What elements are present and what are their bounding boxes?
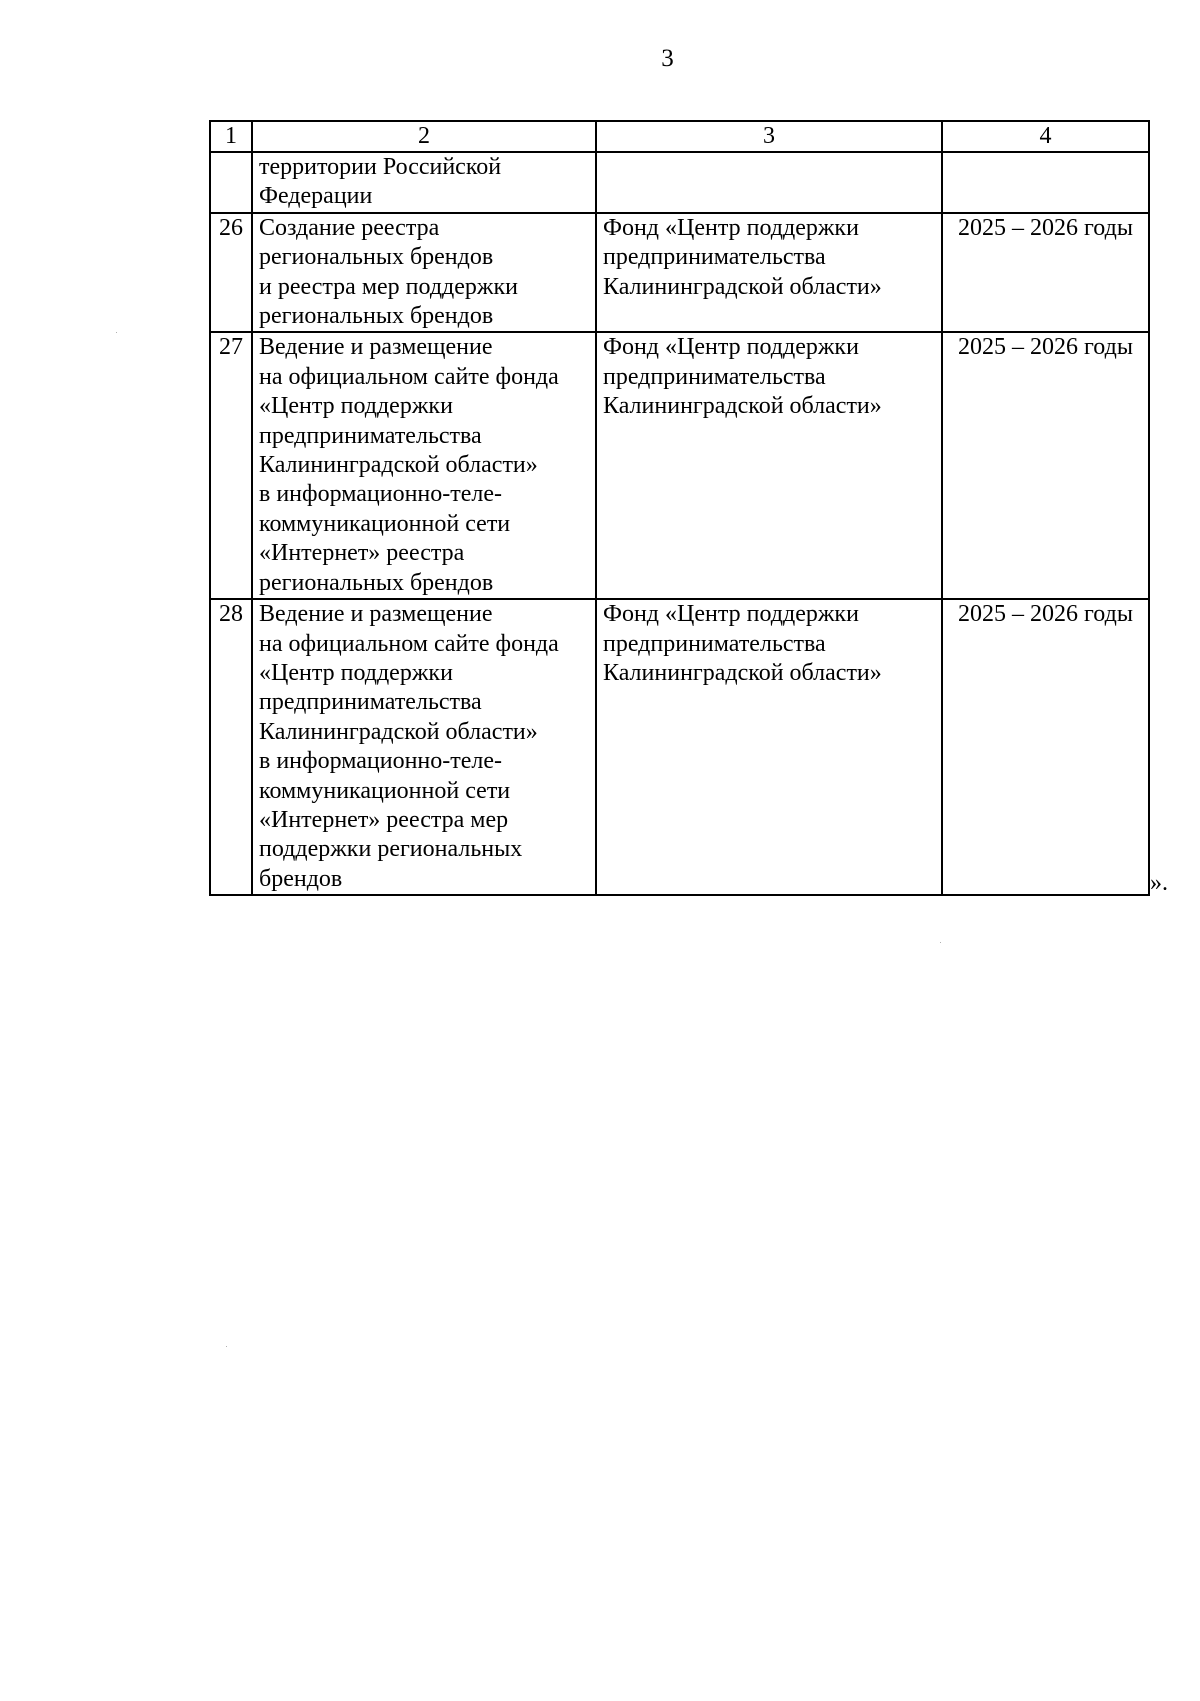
measures-table bbox=[209, 120, 1150, 896]
measure-description: Ведение и размещение на официальном сайте фонда «Центр поддержки предпринимательства Калининградской области» в информационно-теле- коммуникационной сети «Интернет» реестра региональных брендов bbox=[252, 332, 596, 599]
executor bbox=[596, 152, 942, 213]
row-number bbox=[210, 152, 252, 213]
row-number: 27 bbox=[210, 332, 252, 599]
period: 2025 – 2026 годы bbox=[942, 332, 1149, 599]
scan-speck bbox=[940, 942, 941, 943]
table-row bbox=[210, 213, 1149, 333]
measure-description: Ведение и размещение на официальном сайте фонда «Центр поддержки предпринимательства Калининградской области» в информационно-теле- коммуникационной сети «Интернет» реестра мер поддержки региональных брендов bbox=[252, 599, 596, 895]
measure-description: Создание реестра региональных брендов и реестра мер поддержки региональных брендов bbox=[252, 213, 596, 333]
closing-quote-mark: ». bbox=[1150, 870, 1168, 896]
column-header-4: 4 bbox=[942, 121, 1149, 152]
table-row bbox=[210, 599, 1149, 895]
page-number: 3 bbox=[661, 45, 674, 72]
period bbox=[942, 152, 1149, 213]
executor: Фонд «Центр поддержки предпринимательства Калининградской области» bbox=[596, 213, 942, 333]
scan-speck bbox=[116, 332, 117, 333]
period: 2025 – 2026 годы bbox=[942, 599, 1149, 895]
executor: Фонд «Центр поддержки предпринимательства Калининградской области» bbox=[596, 599, 942, 895]
column-header-3: 3 bbox=[596, 121, 942, 152]
scan-speck bbox=[226, 1346, 227, 1347]
period: 2025 – 2026 годы bbox=[942, 213, 1149, 333]
row-number: 26 bbox=[210, 213, 252, 333]
column-header-1: 1 bbox=[210, 121, 252, 152]
column-header-2: 2 bbox=[252, 121, 596, 152]
table-row bbox=[210, 332, 1149, 599]
row-number: 28 bbox=[210, 599, 252, 895]
measure-description: территории Российской Федерации bbox=[252, 152, 596, 213]
table-header-row bbox=[210, 121, 1149, 152]
table-row bbox=[210, 152, 1149, 213]
executor: Фонд «Центр поддержки предпринимательства Калининградской области» bbox=[596, 332, 942, 599]
